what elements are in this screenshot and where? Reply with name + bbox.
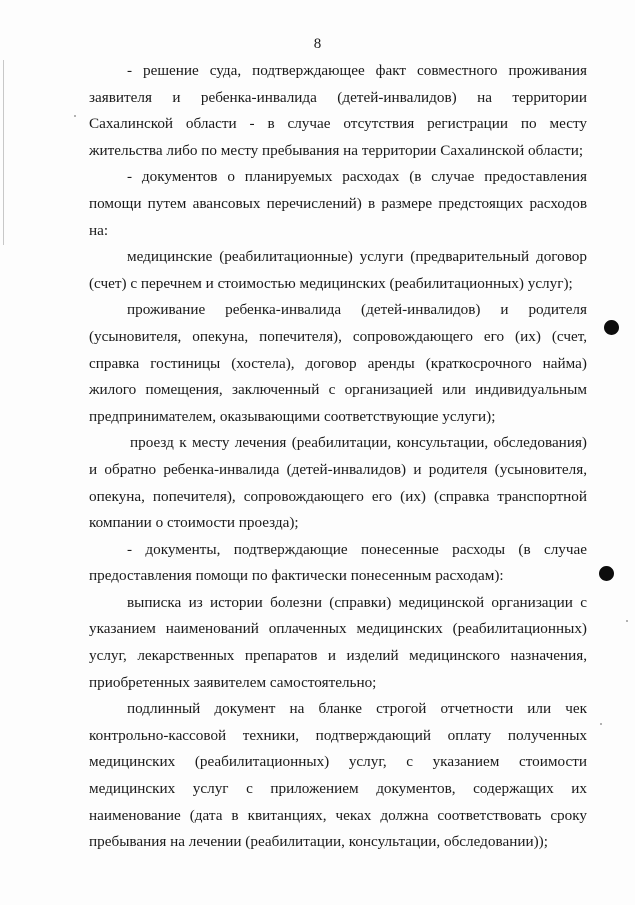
paragraph-original-document: подлинный документ на бланке строгой отчетности или чек контрольно-кассовой техники, подтверждающий оплату полученных медицинских (реабилитационных) услуг, с указанием стоимости медицинских услуг с приложением документов, содержащих их наименование (дата в квитанциях, чеках должна соответствовать сроку пребывания на лечении (реабилитации, консультации, обследовании)); bbox=[89, 700, 587, 851]
scan-edge-line bbox=[3, 60, 4, 245]
scan-speck bbox=[626, 620, 628, 622]
paragraph-accommodation: проживание ребенка-инвалида (детей-инвалидов) и родителя (усыновителя, опекуна, попечителя), сопровождающего его (их) (счет, справка гостиницы (хостела), договор аренды (краткосрочного найма) жилого помещения, заключенный с организацией или индивидуальным предпринимателем, оказывающими соответствующие услуги); bbox=[89, 301, 587, 425]
scan-speck bbox=[600, 723, 602, 725]
punch-hole-mark bbox=[599, 566, 614, 581]
paragraph-court-decision: - решение суда, подтверждающее факт совместного проживания заявителя и ребенка-инвалида (детей-инвалидов) на территории Сахалинской области - в случае отсутствия регистрации по месту жительства либо по месту пребывания на территории Сахалинской области; bbox=[89, 62, 587, 159]
paragraph-incurred-expenses: - документы, подтверждающие понесенные расходы (в случае предоставления помощи по фактически понесенным расходам): bbox=[89, 540, 587, 585]
scan-speck bbox=[74, 115, 76, 117]
punch-hole-mark bbox=[604, 320, 619, 335]
document-body bbox=[89, 58, 587, 856]
paragraph-planned-expenses: - документов о планируемых расходах (в случае предоставления помощи путем авансовых перечислений) в размере предстоящих расходов на: bbox=[89, 168, 587, 239]
paragraph-travel: проезд к месту лечения (реабилитации, консультации, обследования) и обратно ребенка-инвалида (детей-инвалидов) и родителя (усыновителя, опекуна, попечителя), сопровождающего его (их) (справка транспортной компании о стоимости проезда); bbox=[89, 434, 587, 532]
paragraph-medical-services: медицинские (реабилитационные) услуги (предварительный договор (счет) с перечнем и стоимостью медицинских (реабилитационных) услуг); bbox=[89, 248, 587, 292]
page-number: 8 bbox=[313, 36, 322, 52]
paragraph-medical-extract: выписка из истории болезни (справки) медицинской организации с указанием наименований оплаченных медицинских (реабилитационных) услуг, лекарственных препаратов и изделий медицинского назначения, приобретенных заявителем самостоятельно; bbox=[89, 593, 587, 691]
